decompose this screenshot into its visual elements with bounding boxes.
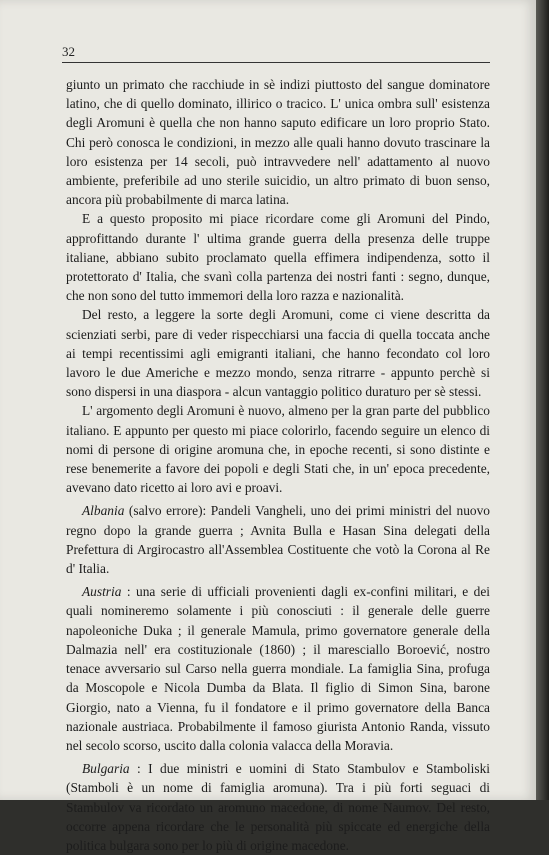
country-label-bulgaria: Bulgaria: [82, 761, 130, 777]
paragraph-intro: giunto un primato che racchiude in sè indizi piuttosto del sangue dominatore latino, che di quello dominato, illirico o tracico. L' unica ombra sull' esistenza degli Aromuni è quella che non hanno saputo edificare un loro proprio Stato. Chi però conosca le condizioni, in mezzo alle quali hanno dovuto trascinare la loro esistenza per 14 secoli, può intravvedere nell' adattamento al nuovo ambiente, preferibile ad uno sterile suicidio, un altro primato di buon senso, ancora più probabilmente di marca latina.: [66, 77, 490, 208]
country-label-austria: Austria: [82, 584, 122, 600]
book-spine-shadow: [536, 0, 549, 800]
paragraph-argument: L' argomento degli Aromuni è nuovo, almeno per la gran parte del pubblico italiano. E appunto per questo mi piace colorirlo, facendo seguire un elenco di nomi di persone di origine aromuna che, in epoche recenti, si sono distinte e rese benemerite a favore dei popoli e degli Stati che, in un' epoca precedente, avevano dato ricetto ai loro avi e proavi.: [66, 403, 490, 496]
page-header: [62, 44, 490, 63]
paragraph-bulgaria-text: : I due ministri e uomini di Stato Stambulov e Stamboliski (Stamboli è un nome di famiglia aromuna). Tra i più forti seguaci di Stambulov va ricordato un aromuno macedone, di nome Naumov. Del resto, occorre appena ricordare che le personalità più spiccate ed energiche della politica bulgara sono per lo più di origine macedone.: [66, 761, 490, 853]
paragraph-pindo: E a questo proposito mi piace ricordare come gli Aromuni del Pindo, approfittando durante l' ultima grande guerra della presenza delle truppe italiane, abbiano subito proclamato quella effimera indipendenza, sotto il protettorato d' Italia, che svanì colla partenza dei nostri fanti : segno, dunque, che non sono del tutto immemori della loro razza e nazionalità.: [66, 211, 490, 304]
paragraph-bulgaria: [66, 759, 490, 855]
paragraph-austria-text: : una serie di ufficiali provenienti dagli ex-confini militari, e dei quali nomineremo solamente i più conosciuti : il generale delle guerre napoleoniche Duka ; il generale Mamula, primo governatore generale della Dalmazia nell' era costituzionale (1860) ; il maresciallo Boroević, nostro tenace avversario sul Carso nella guerra mondiale. La famiglia Sina, profuga da Moscopole e Nicola Dumba da Blata. Il figlio di Simon Sina, barone Giorgio, nato a Vienna, fu il fondatore e il primo governatore della Banca nazionale austriaca. Probabilmente il famoso giurista Antonio Randa, vissuto nel secolo scorso, uscito dalla colonia valacca della Moravia.: [66, 584, 490, 753]
country-label-albania: Albania: [82, 503, 125, 519]
page-number: 32: [62, 44, 75, 59]
paragraph-albania: [66, 501, 490, 578]
paragraph-austria: [66, 582, 490, 755]
page-body: [66, 75, 490, 855]
paragraph-albania-text: (salvo errore): Pandeli Vangheli, uno dei primi ministri del nuovo regno dopo la grande guerra ; Avnita Bulla e Hasan Sina delegati della Prefettura di Argirocastro all'Assemblea Costituente che votò la Corona al Re d' Italia.: [66, 503, 490, 577]
paragraph-serbian-scholars: Del resto, a leggere la sorte degli Aromuni, come ci viene descritta da scienziati serbi, pare di veder rispecchiarsi una faccia di quella toccata anche ai tempi recentissimi agli emigranti italiani, che hanno fecondato col loro lavoro le due Americhe e mezzo mondo, senza ritrarre - appunto perchè si sono dispersi in una diaspora - alcun vantaggio politico duraturo per sè stessi.: [66, 307, 490, 400]
